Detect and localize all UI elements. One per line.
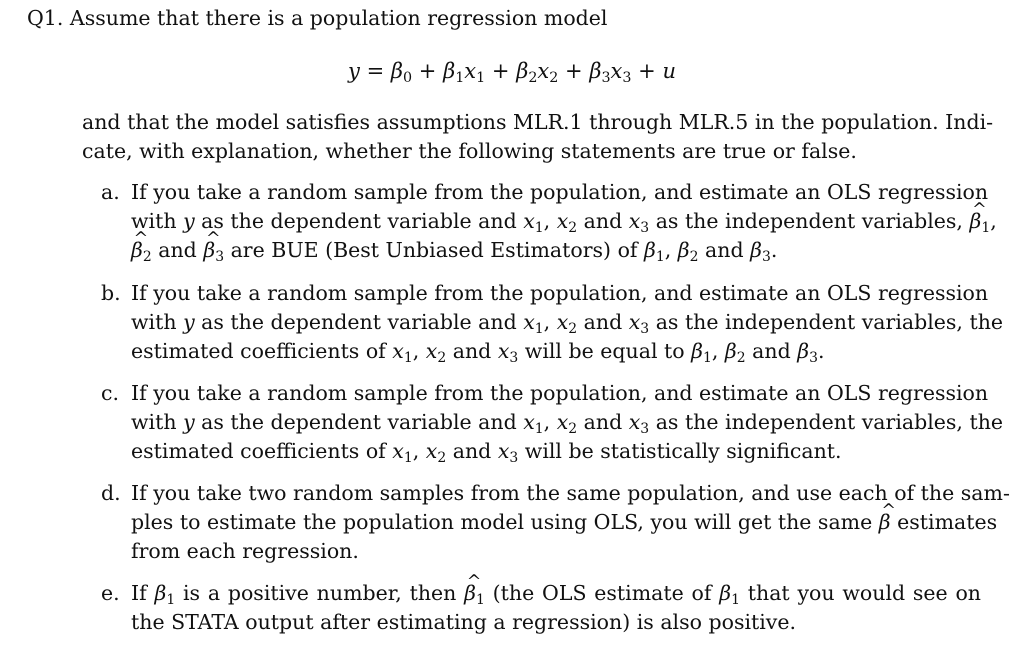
statement-b-text: If you take a random sample from the population, and estimate an OLS regression with y as the dependent variable and $x_1$, $x_2$ and $x_3$ as the independent variables, the estimated coefficients of $x_1$, $x_2$ and $x_3$ will be equal to $\beta_1$, $\beta_2$ and $\beta_3$. <box>131 281 1004 366</box>
question-label: Q1. <box>27 6 64 30</box>
statement-c-marker: c. <box>101 381 119 405</box>
statement-c-text: If you take a random sample from the population, and estimate an OLS regression with y as the dependent variable and $x_1$, $x_2$ and $x_3$ as the independent variables, the estimated coefficients of $x_1$, $x_2$ and $x_3$ will be statistically significant. <box>131 381 1004 466</box>
statement-d-marker: d. <box>101 481 121 505</box>
statement-a-marker: a. <box>101 180 120 204</box>
intro-line-2: cate, with explanation, whether the following statements are true or false. <box>82 139 857 163</box>
statement-a-text: If you take a random sample from the population, and estimate an OLS regression with y as the dependent variable and $x_1$, $x_2$ and $x_3$ as the independent variables, ^ $\beta_1$, ^ $\beta_2$ and ^ $\beta_3$ are BUE (Best Unbiased Estimators) of $\beta_1$, $\beta_2$ and $\beta_3$. <box>131 178 981 265</box>
regression-equation: $y = \beta_0 + \beta_1x_1 + \beta_2x_2 + \beta_3x_3 + u$ <box>348 59 676 86</box>
statement-e-text: If $\beta_1$ is a positive number, then ^ $\beta_1$ (the OLS estimate of $\beta_1$ that you would see on the STATA output after estimating a regression) is also positive. <box>131 579 981 637</box>
intro-paragraph <box>82 108 994 166</box>
question-text: Assume that there is a population regression model <box>69 6 608 30</box>
statement-d-text: If you take two random samples from the same population, and use each of the sam- ples to estimate the population model using OLS, you will get the same ^ β estimates from each regression. <box>131 479 981 566</box>
statement-b-marker: b. <box>101 281 121 305</box>
intro-line-1: and that the model satisfies assumptions MLR.1 through MLR.5 in the population. Indi- <box>82 110 994 134</box>
question-heading <box>27 4 607 32</box>
statement-e-marker: e. <box>101 581 120 605</box>
